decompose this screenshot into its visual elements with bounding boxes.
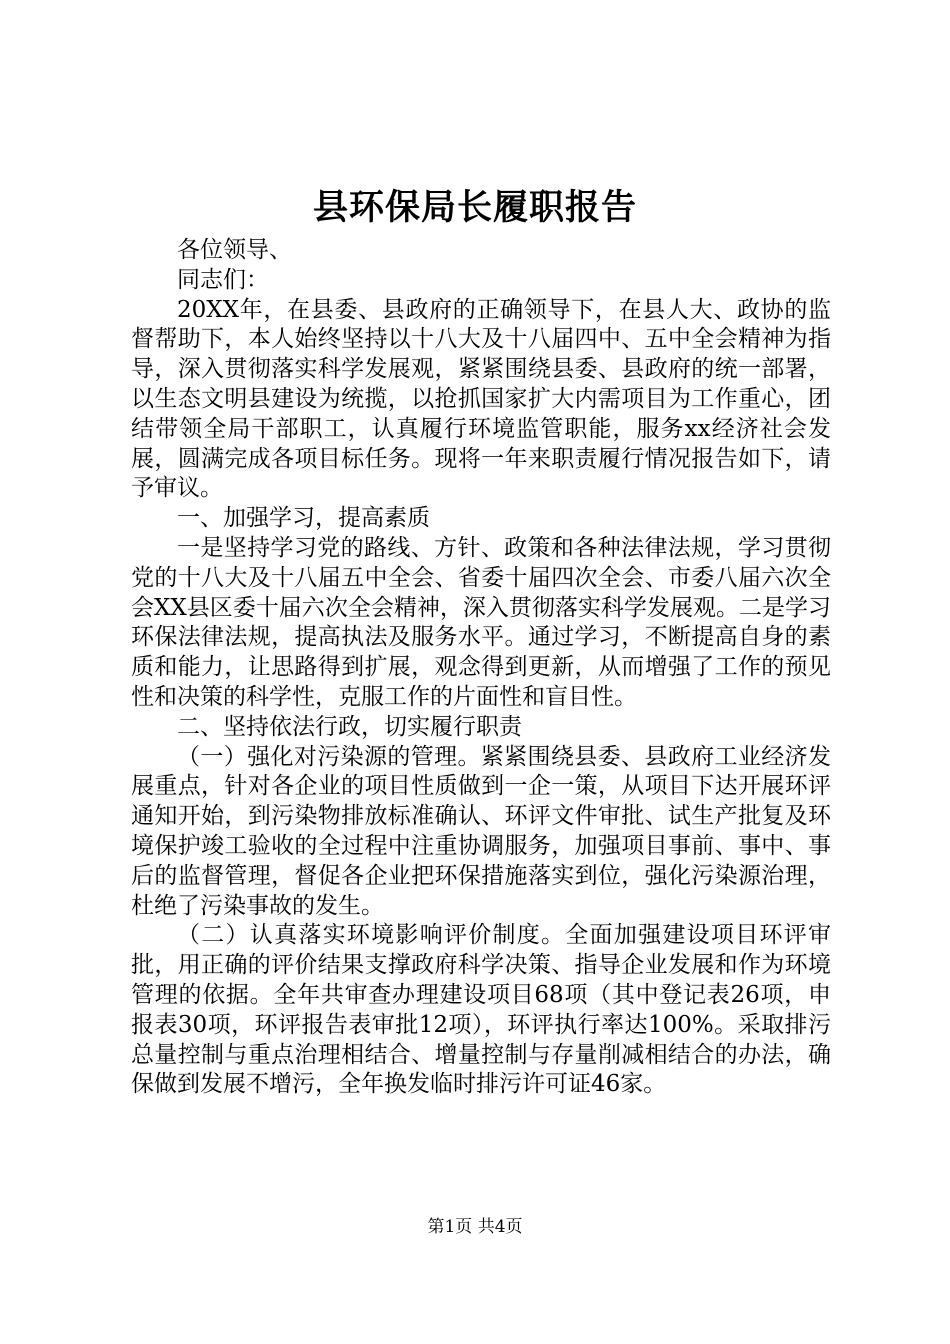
section-heading-1: 一、加强学习，提高素质 [177, 505, 430, 532]
pollution-source-paragraph: （一）强化对污染源的管理。紧紧围绕县委、县政府工业经济发展重点，针对各企业的项目性质做到一企一策，从项目下达开展环评通知开始，到污染物排放标准确认、环评文件审批、试生产批复及环境保护竣工验收的全过程中注重协调服务，加强项目事前、事中、事后的监督管理，督促各企业把环保措施落实到位，强化污染源治理，杜绝了污染事故的发生。 [131, 743, 831, 919]
salutation-line-1: 各位领导、 [177, 237, 292, 263]
study-paragraph: 一是坚持学习党的路线、方针、政策和各种法律法规，学习贯彻党的十八大及十八届五中全会、省委十届四次全会、市委八届六次全会XX县区委十届六次全会精神，深入贯彻落实科学发展观。二是学习环保法律法规，提高执法及服务水平。通过学习，不断提高自身的素质和能力，让思路得到扩展，观念得到更新，从而增强了工作的预见性和决策的科学性，克服工作的片面性和盲目性。 [131, 534, 831, 710]
document-body [131, 236, 831, 1100]
salutation-line-2: 同志们： [177, 266, 269, 293]
section-heading-2: 二、坚持依法行政，切实履行职责 [177, 713, 522, 740]
eia-paragraph: （二）认真落实环境影响评价制度。全面加强建设项目环评审批，用正确的评价结果支撑政府科学决策、指导企业发展和作为环境管理的依据。全年共审查办理建设项目68项（其中登记表26项，申报表30项，环评报告表审批12项），环评执行率达100%。采取排污总量控制与重点治理相结合、增量控制与存量削减相结合的办法，确保做到发展不增污，全年换发临时排污许可证46家。 [131, 922, 831, 1098]
document-title: 县环保局长履职报告 [312, 188, 637, 228]
page-footer: 第1页 共4页 [427, 1217, 523, 1237]
intro-paragraph: 20XX年，在县委、县政府的正确领导下，在县人大、政协的监督帮助下，本人始终坚持以十八大及十八届四中、五中全会精神为指导，深入贯彻落实科学发展观，紧紧围绕县委、县政府的统一部署，以生态文明县建设为统揽，以抢抓国家扩大内需项目为工作重心，团结带领全局干部职工，认真履行环境监管职能，服务xx经济社会发展，圆满完成各项目标任务。现将一年来职责履行情况报告如下，请予审议。 [131, 296, 831, 502]
